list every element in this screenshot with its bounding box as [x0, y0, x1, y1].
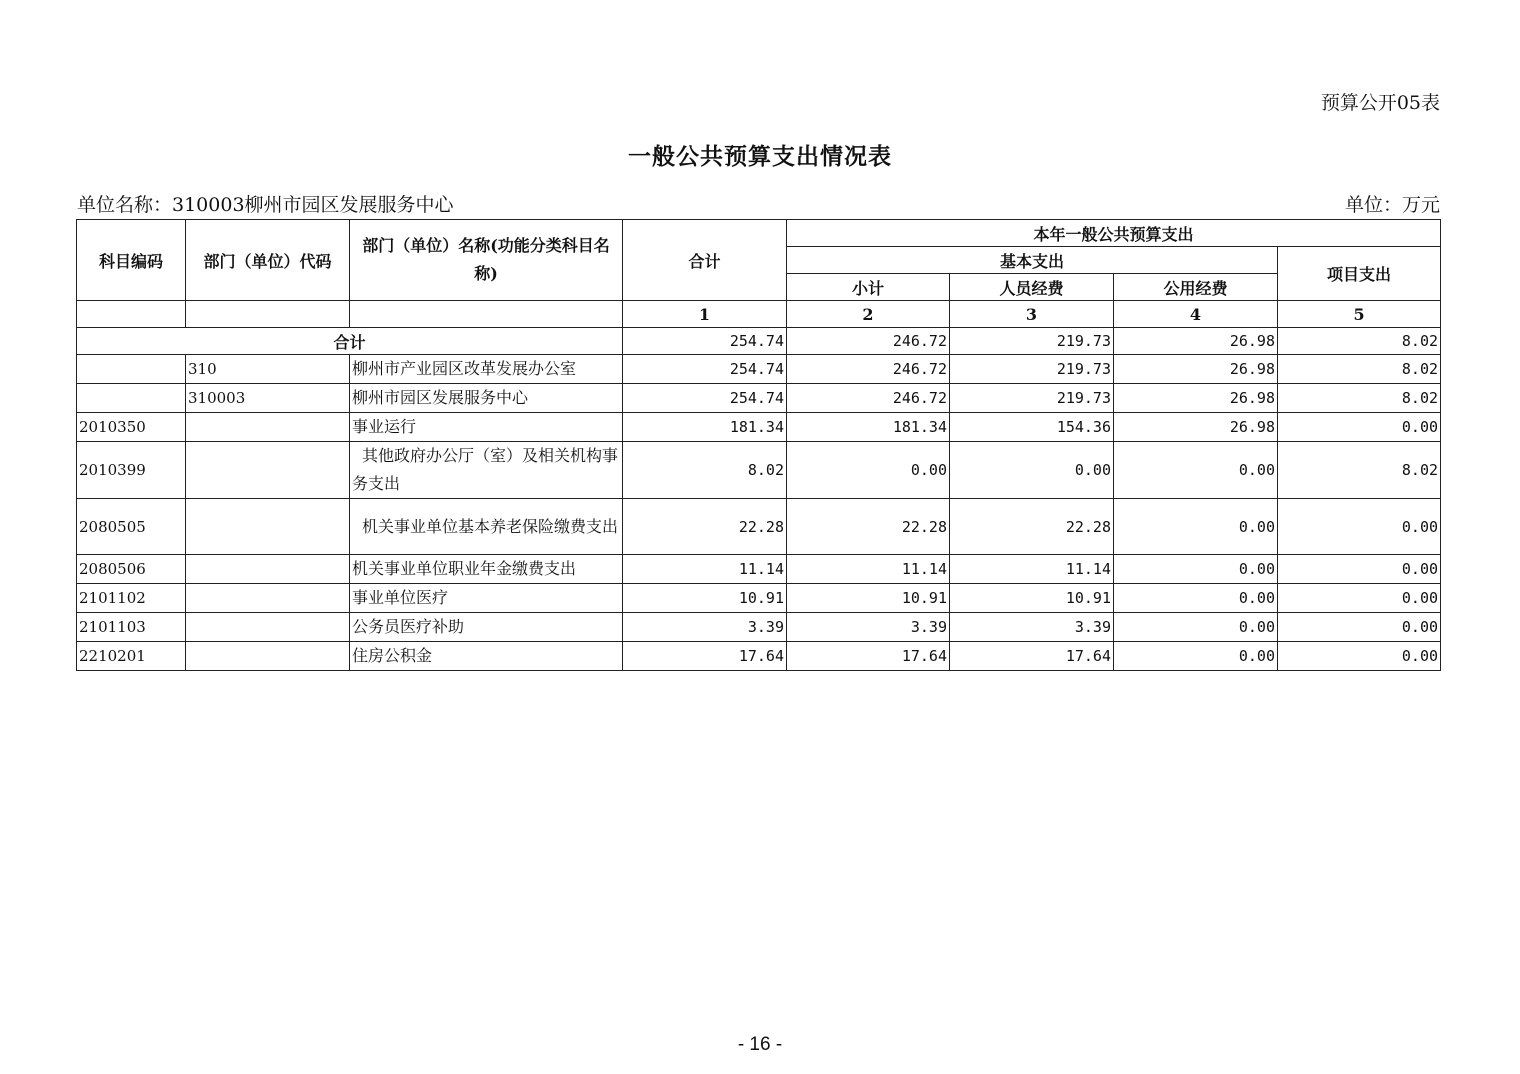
col-index-4: 4: [1114, 301, 1278, 328]
cell-dept-code: [186, 642, 350, 671]
cell-name: 柳州市园区发展服务中心: [350, 384, 623, 413]
cell-subject-code: 2010399: [77, 442, 186, 499]
header-current-year: 本年一般公共预算支出: [787, 220, 1441, 247]
cell-subtotal: 10.91: [787, 584, 950, 613]
cell-personnel: 3.39: [950, 613, 1114, 642]
header-basic: 基本支出: [787, 247, 1278, 274]
cell-public-funds: 0.00: [1114, 613, 1278, 642]
cell-dept-code: 310: [186, 355, 350, 384]
col-index-1: 1: [623, 301, 787, 328]
page-title: 一般公共预算支出情况表: [628, 143, 892, 170]
cell-total: 17.64: [623, 642, 787, 671]
table-row: [77, 613, 1441, 642]
unit-measure: 单位：万元: [1344, 194, 1440, 216]
unit-name: 单位名称：310003柳州市园区发展服务中心: [77, 194, 454, 216]
cell-dept-code: 310003: [186, 384, 350, 413]
header-public-funds: 公用经费: [1114, 274, 1278, 301]
cell-public-funds: 26.98: [1114, 384, 1278, 413]
cell-name: 其他政府办公厅（室）及相关机构事务支出: [350, 442, 623, 499]
cell-subtotal: 0.00: [787, 442, 950, 499]
total-row: [77, 328, 1441, 355]
cell-public-funds: 26.98: [1114, 355, 1278, 384]
cell-name: 事业单位医疗: [350, 584, 623, 613]
cell-subject-code: 2101102: [77, 584, 186, 613]
cell-dept-code: [186, 442, 350, 499]
budget-table: [76, 219, 1441, 671]
cell-personnel: 17.64: [950, 642, 1114, 671]
cell-subtotal: 11.14: [787, 555, 950, 584]
cell-subject-code: 2010350: [77, 413, 186, 442]
table-row: [77, 499, 1441, 555]
cell-personnel: 22.28: [950, 499, 1114, 555]
cell-personnel: 10.91: [950, 584, 1114, 613]
cell-subject-code: 2101103: [77, 613, 186, 642]
cell-dept-code: [186, 499, 350, 555]
cell-name: 公务员医疗补助: [350, 613, 623, 642]
cell-personnel: 0.00: [950, 442, 1114, 499]
table-row: [77, 384, 1441, 413]
table-body: [77, 328, 1441, 671]
cell-total: 11.14: [623, 555, 787, 584]
header-subtotal: 小计: [787, 274, 950, 301]
cell-total: 254.74: [623, 355, 787, 384]
cell-personnel: 154.36: [950, 413, 1114, 442]
cell-subtotal: 22.28: [787, 499, 950, 555]
cell-personnel: 219.73: [950, 384, 1114, 413]
table-row: [77, 584, 1441, 613]
total-row-label: 合计: [77, 328, 623, 355]
form-code: 预算公开05表: [1320, 92, 1440, 114]
cell-subject-code: [77, 384, 186, 413]
cell-total: 10.91: [623, 584, 787, 613]
cell-name: 住房公积金: [350, 642, 623, 671]
total-row-total: 254.74: [623, 328, 787, 355]
table-row: [77, 555, 1441, 584]
cell-dept-code: [186, 413, 350, 442]
cell-subtotal: 3.39: [787, 613, 950, 642]
cell-subtotal: 246.72: [787, 384, 950, 413]
table-row: [77, 642, 1441, 671]
total-row-subtotal: 246.72: [787, 328, 950, 355]
table-row: [77, 413, 1441, 442]
table-header: [77, 220, 1441, 328]
cell-public-funds: 0.00: [1114, 555, 1278, 584]
cell-subtotal: 246.72: [787, 355, 950, 384]
header-subject-code: 科目编码: [77, 220, 186, 301]
cell-total: 254.74: [623, 384, 787, 413]
cell-project: 8.02: [1278, 384, 1441, 413]
col-index-5: 5: [1278, 301, 1441, 328]
header-dept-code: 部门（单位）代码: [186, 220, 350, 301]
cell-public-funds: 0.00: [1114, 584, 1278, 613]
total-row-project: 8.02: [1278, 328, 1441, 355]
header-total: 合计: [623, 220, 787, 301]
header-personnel: 人员经费: [950, 274, 1114, 301]
cell-subject-code: [77, 355, 186, 384]
cell-dept-code: [186, 613, 350, 642]
cell-public-funds: 26.98: [1114, 413, 1278, 442]
header-dept-name: 部门（单位）名称(功能分类科目名称): [350, 220, 623, 301]
cell-subject-code: 2080506: [77, 555, 186, 584]
cell-name: 机关事业单位职业年金缴费支出: [350, 555, 623, 584]
meta-row: [77, 190, 1440, 217]
cell-personnel: 219.73: [950, 355, 1114, 384]
cell-subtotal: 17.64: [787, 642, 950, 671]
cell-subtotal: 181.34: [787, 413, 950, 442]
cell-name: 机关事业单位基本养老保险缴费支出: [350, 499, 623, 555]
cell-public-funds: 0.00: [1114, 642, 1278, 671]
cell-project: 0.00: [1278, 555, 1441, 584]
cell-dept-code: [186, 555, 350, 584]
table-row: [77, 442, 1441, 499]
cell-project: 0.00: [1278, 613, 1441, 642]
page-number: - 16 -: [737, 1034, 783, 1055]
cell-total: 181.34: [623, 413, 787, 442]
table-row: [77, 355, 1441, 384]
cell-project: 0.00: [1278, 499, 1441, 555]
cell-total: 3.39: [623, 613, 787, 642]
cell-dept-code: [186, 584, 350, 613]
col-index-3: 3: [950, 301, 1114, 328]
total-row-personnel: 219.73: [950, 328, 1114, 355]
cell-project: 8.02: [1278, 442, 1441, 499]
cell-subject-code: 2080505: [77, 499, 186, 555]
header-project: 项目支出: [1278, 247, 1441, 301]
cell-personnel: 11.14: [950, 555, 1114, 584]
cell-project: 0.00: [1278, 584, 1441, 613]
col-index-2: 2: [787, 301, 950, 328]
cell-public-funds: 0.00: [1114, 442, 1278, 499]
cell-project: 0.00: [1278, 413, 1441, 442]
cell-project: 0.00: [1278, 642, 1441, 671]
cell-name: 事业运行: [350, 413, 623, 442]
total-row-public-funds: 26.98: [1114, 328, 1278, 355]
cell-project: 8.02: [1278, 355, 1441, 384]
cell-subject-code: 2210201: [77, 642, 186, 671]
cell-name: 柳州市产业园区改革发展办公室: [350, 355, 623, 384]
cell-public-funds: 0.00: [1114, 499, 1278, 555]
cell-total: 8.02: [623, 442, 787, 499]
cell-total: 22.28: [623, 499, 787, 555]
